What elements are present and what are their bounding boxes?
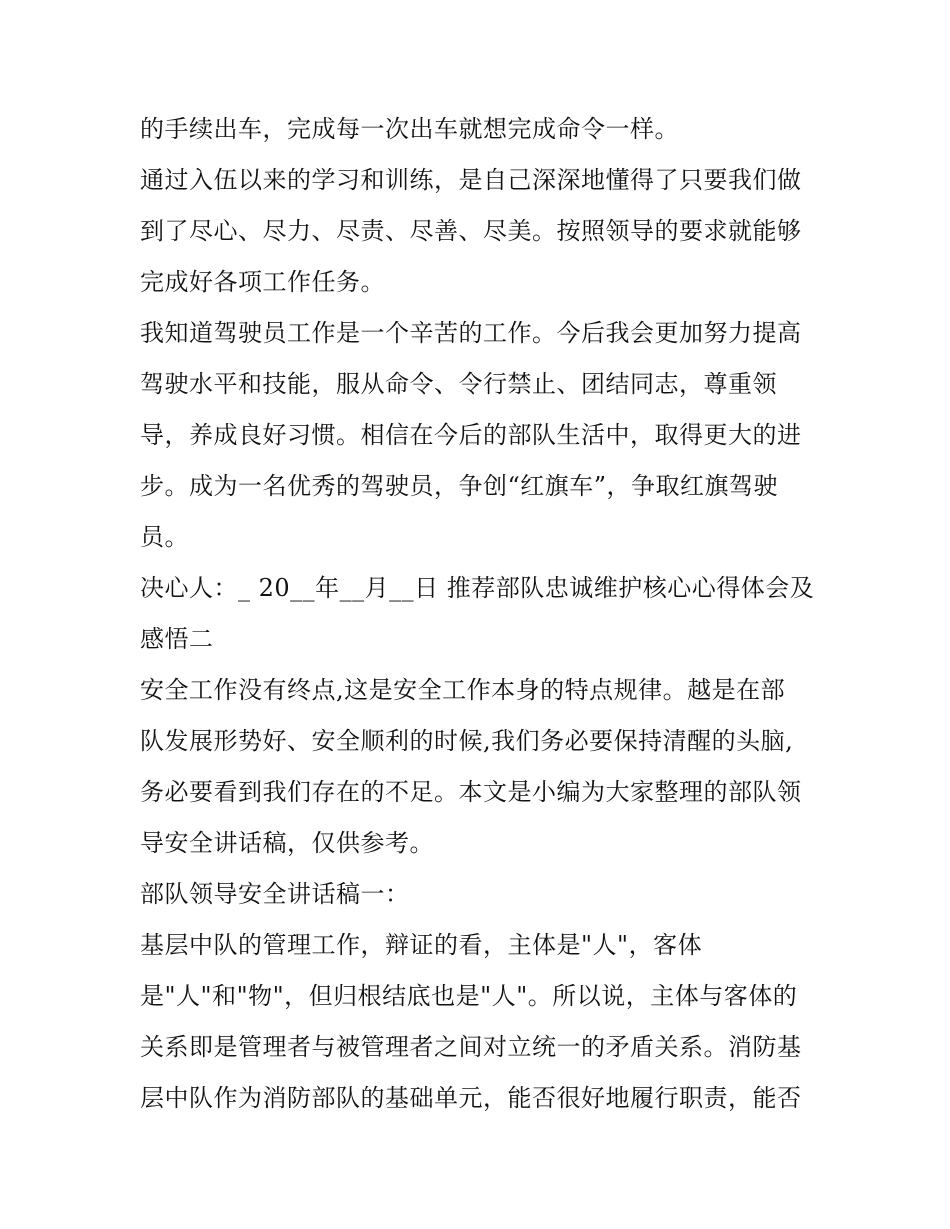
document-body	[140, 104, 820, 1124]
text-line: 通过入伍以来的学习和训练，是自己深深地懂得了只要我们做	[140, 166, 802, 194]
text-line: 务必要看到我们存在的不足。本文是小编为大家整理的部队领	[140, 778, 802, 806]
text-line: 队发展形势好、安全顺利的时候,我们务必要保持清醒的头脑,	[140, 727, 794, 755]
text-line: 关系即是管理者与被管理者之间对立统一的矛盾关系。消防基	[140, 1033, 802, 1061]
text-line: 感悟二	[140, 625, 214, 653]
text-line: 的手续出车，完成每一次出车就想完成命令一样。	[140, 115, 679, 143]
text-line: 部队领导安全讲话稿一：	[140, 880, 410, 908]
text-line: 导，养成良好习惯。相信在今后的部队生活中，取得更大的进	[140, 421, 802, 449]
text-line: 导安全讲话稿，仅供参考。	[140, 829, 434, 857]
text-line: 步。成为一名优秀的驾驶员，争创“红旗车”，争取红旗驾驶	[140, 472, 779, 500]
text-line: 驾驶水平和技能，服从命令、令行禁止、团结同志，尊重领	[140, 370, 777, 398]
text-line: 完成好各项工作任务。	[140, 268, 385, 296]
text-line: 决心人：_ 20__年__月__日 推荐部队忠诚维护核心心得体会及	[140, 574, 815, 602]
text-line: 层中队作为消防部队的基础单元，能否很好地履行职责，能否	[140, 1084, 802, 1112]
text-line: 是"人"和"物"，但归根结底也是"人"。所以说，主体与客体的	[140, 982, 798, 1010]
text-line: 到了尽心、尽力、尽责、尽善、尽美。按照领导的要求就能够	[140, 217, 802, 245]
text-line: 基层中队的管理工作，辩证的看，主体是"人"，客体	[140, 931, 703, 959]
text-line: 我知道驾驶员工作是一个辛苦的工作。今后我会更加努力提高	[140, 319, 802, 347]
text-line: 员。	[140, 523, 189, 551]
text-line: 安全工作没有终点,这是安全工作本身的特点规律。越是在部	[140, 676, 786, 704]
